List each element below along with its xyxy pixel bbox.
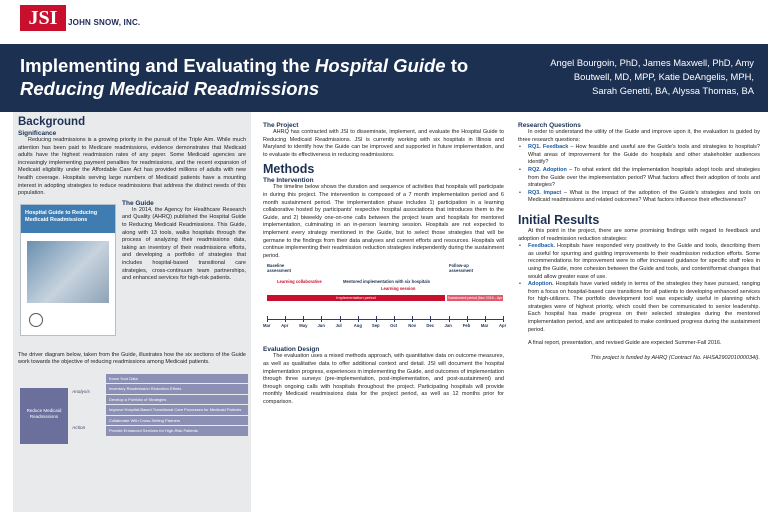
guide-text: In 2014, the Agency for Healthcare Research and Quality (AHRQ) published the Hospital Guide to Reducing Medicaid Readmissions. This Guide, along with 13 tools, walks hospitals through the process of analyzing their readmissions data, taking an inventory of their readmissions efforts, and developing a portfolio of strategies that includes hospital-based transitional care strategies, cross-continuum team partnerships, and enhanced services for high-risk patients. — [122, 206, 246, 282]
timeline-tick — [412, 316, 413, 322]
jsi-logo: JSI — [20, 5, 66, 31]
guide-cover-photo — [27, 241, 109, 303]
timeline-tick — [430, 316, 431, 322]
timeline-tick — [321, 316, 322, 322]
funding-note: This project is funded by AHRQ (Contract No. HHSA290201000034I). — [590, 354, 760, 361]
timeline-collab-label: Learning collaborative — [277, 279, 322, 285]
project-text: AHRQ has contracted with JSI to disseminate, implement, and evaluate the Hospital Guide to Reducing Medicaid Readmissions. JSI is currently working with six hospitals in Illinois and Maryland to identify how the Guide can be improved and supported in future implementation, and to evaluate its effectiveness in reducing readmissions. — [263, 129, 504, 158]
jsi-logo-text: JOHN SNOW, INC. — [68, 18, 141, 27]
driver-row: Develop a Portfolio of Strategies — [106, 395, 248, 405]
initial-results-heading: Initial Results — [518, 212, 600, 227]
guide-heading: The Guide — [122, 199, 154, 207]
intervention-text: The timeline below shows the duration and sequence of activities that hospitals will participate in during this project. The intervention is composed of a 7 month implementation period and 6 month sustainment period. The implementation phase includes 1) participation in a learning collaborative hosted by participants' respective hospital associations that introduces them to the Guide, and 2) biweekly one-on-one calls between the project team and hospitals for mentored implementation, culminating in an in-person learning session. Hospitals are not expected to implement every strategy mentioned in the Guide, but to select those strategies that will be germane to the findings from their data analyses and current efforts and resources. Hospitals will continue implementing their readmission reduction strategies independently during the sustainment period. — [263, 184, 504, 259]
timeline-month-label: Jan — [444, 323, 452, 329]
timeline-month-label: Dec — [426, 323, 435, 329]
driver-diagram-goal: Reduce Medicaid Readmissions — [20, 388, 68, 444]
methods-heading: Methods — [263, 162, 315, 177]
timeline-month-label: Oct — [390, 323, 398, 329]
research-question-item: • RQ3. Impact – What is the impact of the adoption of the Guide's strategies and tools on Medicaid readmissions and related outcomes? What factors influence their effectiveness? — [518, 190, 760, 205]
initial-results-intro: At this point in the project, there are some promising findings with regard to feedback and adoption of readmission reduction strategies: — [518, 227, 760, 242]
timeline-month-label: May — [299, 323, 308, 329]
initial-result-item: • Adoption. Hospitals have varied widely in terms of the strategies they have pursued, ranging from a focus on hospital-based care transitions for all patients to developing enhanced services for high-utilizers. The portfolio development tool was especially useful in planning which strategies were of highest priority, which could then be communicated to senior leadership. Each hospital has made progress on their selected strategies during the mentored implementation period, and are anticipated to make continued progress during the sustainment period. — [518, 281, 760, 334]
timeline-tick — [303, 316, 304, 322]
research-questions-list — [518, 144, 760, 205]
timeline-session-label: Learning session — [381, 286, 416, 292]
results-column — [512, 112, 768, 512]
driver-diagram — [18, 370, 246, 458]
driver-diagram-rows — [106, 374, 248, 437]
timeline-tick — [358, 316, 359, 322]
timeline-tick — [267, 316, 268, 322]
initial-results-list — [518, 243, 760, 334]
driver-text: The driver diagram below, taken from the Guide, illustrates how the six sections of the Guide work towards the objective of reducing readmissions among Medicaid patients. — [18, 351, 246, 366]
timeline-mentored-label: Mentored implementation with six hospitals — [343, 279, 431, 285]
timeline-sustainment-bar: Sustainment period (Nov 2016 – Apr 2017) — [447, 296, 503, 307]
background-column — [13, 112, 251, 512]
timeline-tick — [394, 316, 395, 322]
hhs-seal-icon — [29, 313, 43, 327]
intervention-heading: The Intervention — [263, 177, 314, 185]
driver-row: Collaborate With Cross-Setting Partners — [106, 416, 248, 426]
research-questions-heading: Research Questions — [518, 122, 581, 129]
timeline-diagram — [263, 263, 507, 343]
timeline-month-label: Feb — [462, 323, 471, 329]
significance-heading: Significance — [18, 130, 57, 137]
initial-result-item: • Feedback. Hospitals have responded very positively to the Guide and tools, describing them as useful for spurring and guiding improvements to their readmission reduction efforts. Some recommendations for improvement were to offer increased guidance for specific staff roles in using the Guide, more cohesion between the Guide and tools, and content/format changes that would allow greater ease of use. — [518, 243, 760, 281]
timeline-month-label: Mar — [480, 323, 489, 329]
timeline-tick — [340, 316, 341, 322]
driver-row: Provide Enhanced Services for High-Risk Patients — [106, 426, 248, 436]
methods-column — [255, 112, 510, 512]
research-question-item: • RQ2. Adoption – To what extent did the implementation hospitals adopt tools and strategies from the Guide over the implementation period? What factors affect their adoption of tools and strategies? — [518, 167, 760, 190]
timeline-month-label: Apr — [281, 323, 289, 329]
driver-diagram-analysis-label: Analysis — [72, 389, 90, 395]
timeline-tick — [449, 316, 450, 322]
evaluation-heading: Evaluation Design — [263, 346, 320, 354]
timeline-month-label: Jul — [335, 323, 342, 329]
guide-section — [18, 200, 246, 352]
poster-title: Implementing and Evaluating the Hospital Guide to Reducing Medicaid Readmissions — [20, 55, 469, 99]
guide-cover-title: Hospital Guide to Reducing Medicaid Readmissions — [21, 205, 115, 233]
timeline-month-label: Aug — [353, 323, 362, 329]
timeline-month-label: Nov — [408, 323, 417, 329]
timeline-month-label: Apr — [499, 323, 507, 329]
background-heading: Background — [18, 116, 86, 128]
poster-header — [0, 44, 768, 112]
driver-diagram-action-label: Action — [72, 425, 86, 431]
timeline-tick — [503, 316, 504, 322]
timeline-tick — [376, 316, 377, 322]
timeline-implementation-bar: Implementation period — [267, 295, 445, 301]
research-intro: In order to understand the utility of the Guide and improve upon it, the evaluation is guided by three research questions: — [518, 129, 760, 143]
timeline-month-label: Jun — [317, 323, 325, 329]
driver-row: Know Your Data — [106, 374, 248, 384]
authors: Angel Bourgoin, PhD, James Maxwell, PhD, Amy Boutwell, MD, MPP, Katie DeAngelis, MPH, Sarah Genetti, BA, Alyssa Thomas, BA — [550, 57, 754, 96]
timeline-tick — [467, 316, 468, 322]
timeline-tick — [485, 316, 486, 322]
guide-text-block — [122, 200, 246, 283]
timeline-month-label: Sep — [371, 323, 380, 329]
significance-text: Reducing readmissions is a growing priority in the pursuit of the Triple Aim. While much attention has been paid to Medicare readmissions, evidence demonstrates that Medicaid adults have the highest readmission rates of any payer. Some Medicaid agencies are increasingly implementing payment penalties for readmissions, and the recent expansion of Medicaid eligibility under the Affordable Care Act has provided millions of adults with new health coverage. Hospitals serving large numbers of Medicaid patients have a mounting interest in adopting strategies to reduce readmissions that address the distinct needs of this population. — [18, 137, 246, 197]
logo-bar — [0, 0, 768, 44]
guide-cover-image — [20, 204, 116, 336]
research-question-item: • RQ1. Feedback – How feasible and useful are the Guide's tools and strategies to hospitals? What areas of improvement for the Guide do hospitals and other stakeholder audiences identify? — [518, 144, 760, 167]
evaluation-text: The evaluation uses a mixed methods approach, with quantitative data on outcome measures, as well as qualitative data to offer additional context and detail. JSI will document the hospital implementation progress, experiences in implementing the Guide, and outcomes of implementation through three surveys (pre-implementation, post-implementation, and post-sustainment) and through ongoing calls with hospitals throughout the project. Participating hospitals will provide monthly Medicaid readmissions data for the project period, as well as 12 months prior for comparison. — [263, 353, 504, 405]
driver-row: Inventory Readmission Reduction Efforts — [106, 384, 248, 394]
timeline-baseline-label: Baseline assessment — [267, 263, 291, 274]
timeline-month-label: Mar — [263, 323, 271, 329]
timeline-followup-label: Follow-up assessment — [449, 263, 473, 274]
project-heading: The Project — [263, 122, 299, 129]
timeline-tick — [285, 316, 286, 322]
final-report-text: A final report, presentation, and revised Guide are expected Summer-Fall 2016. — [528, 340, 722, 347]
driver-row: Improve Hospital-Based Transitional Care Processes for Medicaid Patients — [106, 405, 248, 415]
